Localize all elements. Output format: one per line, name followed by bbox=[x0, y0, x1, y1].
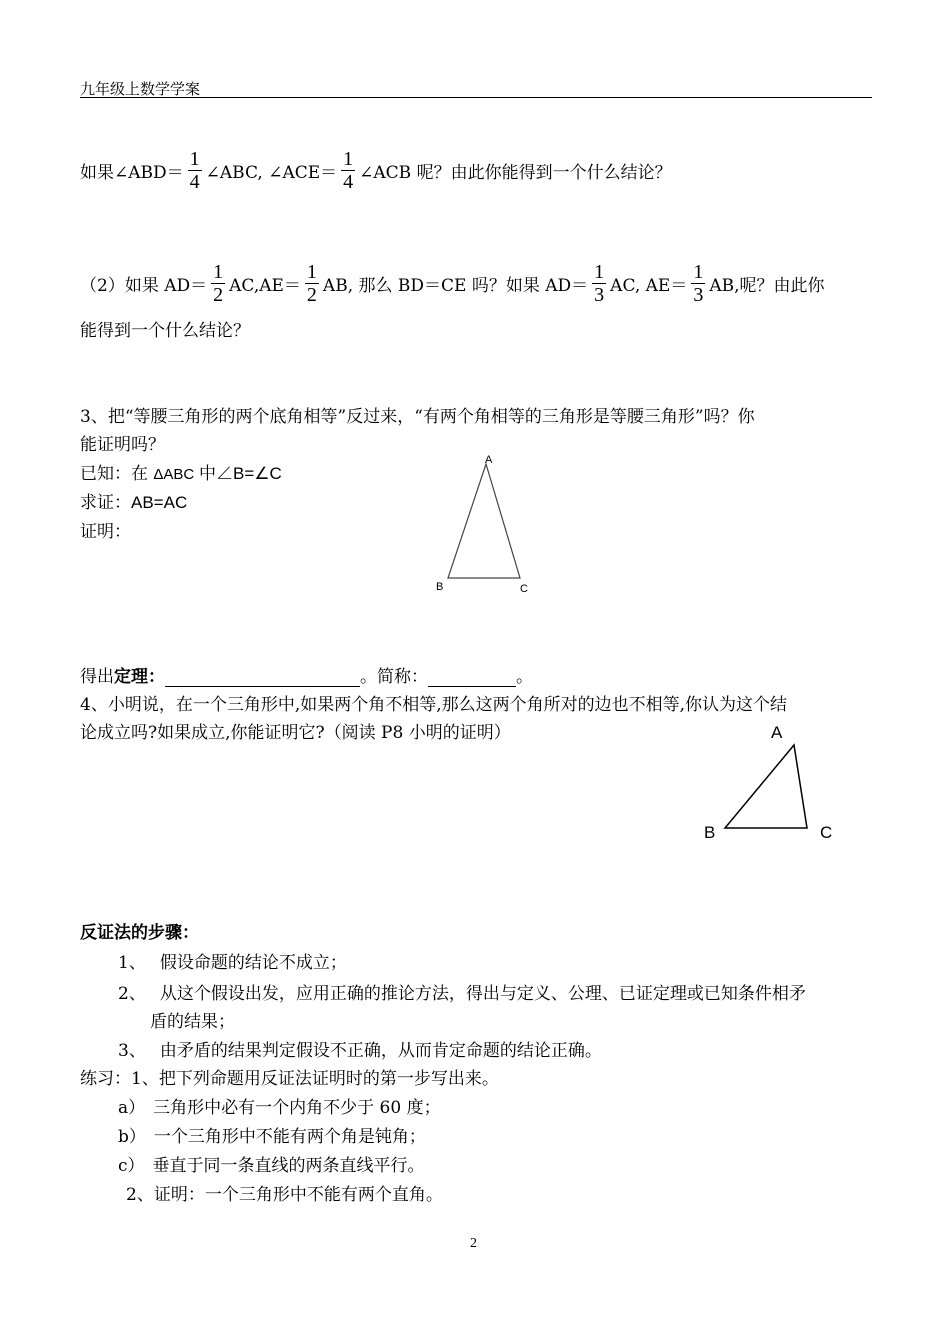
scalene-triangle-figure bbox=[696, 718, 846, 848]
text-segment: （2）如果 AD＝ bbox=[80, 275, 208, 296]
triangle-shape bbox=[725, 745, 807, 828]
vertex-label-c: C bbox=[820, 823, 833, 842]
proof-label: 证明： bbox=[80, 522, 131, 542]
question-2-line bbox=[80, 255, 825, 311]
theorem-line: 得出定理： 。简称： 。 bbox=[80, 667, 533, 687]
exercise-item: b） 一个三角形中不能有两个角是钝角； bbox=[118, 1127, 426, 1147]
prove-statement: 求证：AB=AC bbox=[80, 493, 188, 513]
fraction: $\frac{1}{3}$ bbox=[693, 260, 704, 306]
text-segment: ∠ABC, ∠ACE＝ bbox=[205, 162, 338, 183]
page-number: 2 bbox=[470, 1236, 477, 1251]
step-item: 2、 从这个假设出发，应用正确的推论方法，得出与定义、公理、已证定理或已知条件相矛 bbox=[118, 984, 806, 1004]
question-2-line2: 能得到一个什么结论？ bbox=[80, 321, 250, 341]
theorem-blank[interactable] bbox=[165, 668, 360, 687]
question-3-line1: 3、把“等腰三角形的两个底角相等”反过来，“有两个角相等的三角形是等腰三角形”吗？你 bbox=[80, 407, 755, 427]
isosceles-triangle-figure bbox=[430, 448, 540, 598]
exercise-item: c） 垂直于同一条直线的两条直线平行。 bbox=[118, 1156, 425, 1176]
question-4-line1: 4、小明说，在一个三角形中,如果两个角不相等,那么这两个角所对的边也不相等,你认为这个结 bbox=[80, 695, 788, 715]
header-rule bbox=[80, 97, 872, 98]
step-item-continuation: 盾的结果； bbox=[150, 1012, 235, 1032]
question-3-line2: 能证明吗？ bbox=[80, 435, 165, 455]
vertex-label-a: A bbox=[771, 723, 783, 742]
text-segment: AC, AE＝ bbox=[610, 275, 688, 296]
step-item: 1、 假设命题的结论不成立； bbox=[118, 953, 347, 973]
text-segment: 如果∠ABD＝ bbox=[80, 162, 184, 183]
abbreviation-blank[interactable] bbox=[428, 668, 516, 687]
question-4-line2: 论成立吗?如果成立,你能证明它?（阅读 P8 小明的证明） bbox=[80, 723, 511, 743]
exercise-item: a） 三角形中必有一个内角不少于 60 度； bbox=[118, 1098, 441, 1118]
fraction: $\frac{1}{4}$ bbox=[189, 147, 200, 193]
fraction: $\frac{1}{3}$ bbox=[594, 260, 605, 306]
given-statement: 已知：在 ΔABC 中∠B=∠C bbox=[80, 464, 282, 484]
text-segment: AC,AE＝ bbox=[229, 275, 301, 296]
vertex-label-b: B bbox=[436, 581, 444, 593]
steps-title: 反证法的步骤： bbox=[80, 923, 199, 943]
text-segment: AB, 那么 BD＝CE 吗？如果 AD＝ bbox=[322, 275, 589, 296]
vertex-label-c: C bbox=[520, 583, 528, 595]
fraction: $\frac{1}{2}$ bbox=[306, 260, 317, 306]
question-1b-line bbox=[80, 142, 672, 198]
exercise-intro: 练习：1、把下列命题用反证法证明时的第一步写出来。 bbox=[80, 1069, 499, 1089]
step-item: 3、 由矛盾的结果判定假设不正确，从而肯定命题的结论正确。 bbox=[118, 1041, 602, 1061]
text-segment: AB,呢？由此你 bbox=[709, 275, 825, 296]
text-segment: ∠ACB 呢？由此你能得到一个什么结论？ bbox=[359, 162, 672, 183]
page-header-title: 九年级上数学学案 bbox=[80, 80, 201, 98]
exercise-question-2: 2、证明：一个三角形中不能有两个直角。 bbox=[126, 1185, 443, 1205]
triangle-shape bbox=[448, 464, 520, 578]
vertex-label-a: A bbox=[485, 454, 493, 466]
vertex-label-b: B bbox=[704, 823, 716, 842]
fraction: $\frac{1}{4}$ bbox=[343, 147, 354, 193]
fraction: $\frac{1}{2}$ bbox=[213, 260, 224, 306]
